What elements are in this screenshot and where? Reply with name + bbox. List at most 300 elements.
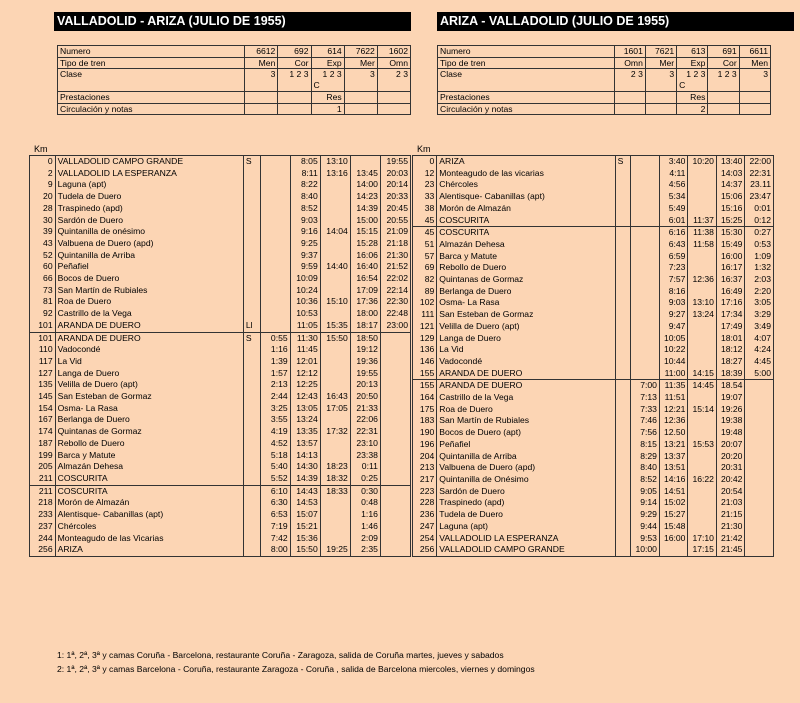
time-cell: 8:40 [290,191,320,203]
time-cell: 13:05 [290,403,320,415]
time-cell [745,544,774,556]
station-cell: COSCURITA [55,485,243,497]
km-cell: 89 [413,286,437,298]
time-cell: 20:20 [716,451,745,463]
km-cell: 43 [30,238,56,250]
time-cell: 14:45 [688,380,717,392]
time-cell [380,379,410,391]
time-cell: 7:13 [631,392,660,404]
table-row [30,250,411,262]
header-label: Numero [58,46,245,58]
time-cell: 12.50 [659,427,688,439]
station-cell: Almazán Dehesa [55,461,243,473]
station-cell: Vadocondé [55,344,243,356]
header-label: Tipo de tren [58,57,245,69]
time-cell: 18:32 [320,473,350,485]
header-cell: 6612 [245,46,278,58]
table-row [30,521,411,533]
time-cell: 6:10 [260,485,290,497]
km-cell: 0 [413,156,437,168]
table-row [30,356,411,368]
header-cell: Cor [278,57,311,69]
table-row [30,391,411,403]
table-row [30,509,411,521]
time-cell [380,485,410,497]
time-cell: 14:16 [659,474,688,486]
time-cell [688,286,717,298]
time-cell: 15:25 [716,215,745,227]
time-cell: 22:30 [380,296,410,308]
time-cell: 18:27 [716,356,745,368]
header-label: Numero [438,46,615,58]
header-cell: 614 [311,46,344,58]
table-row [30,179,411,191]
km-cell: 256 [30,544,56,556]
time-cell [631,179,660,191]
table-row [413,333,774,345]
time-cell: 19:12 [350,344,380,356]
time-cell [631,309,660,321]
table-row [413,427,774,439]
time-cell: 13:16 [320,168,350,180]
time-cell [688,392,717,404]
time-cell: 13:24 [290,414,320,426]
marker-cell [615,227,631,239]
table-row [30,203,411,215]
time-cell: 7:33 [631,404,660,416]
station-cell: Osma- La Rasa [437,297,615,309]
time-cell [380,544,410,556]
time-cell: 20:54 [716,486,745,498]
marker-cell [615,309,631,321]
km-cell: 111 [413,309,437,321]
time-cell: 4:45 [745,356,774,368]
table-row [30,403,411,415]
station-cell: VALLADOLID CAMPO GRANDE [437,544,615,556]
marker-cell [243,438,260,450]
station-cell: La Vid [55,356,243,368]
marker-cell [243,226,260,238]
time-cell: 20:45 [380,203,410,215]
time-cell: 1:39 [260,356,290,368]
time-cell: 8:16 [659,286,688,298]
footnote-2: 2: 1ª, 2ª, 3ª y camas Barcelona - Coruña, restaurante Zaragoza - Coruña , salida de Barcelona miercoles, viernes y domingos [57,664,535,674]
table-row [30,273,411,285]
km-cell: 23 [413,179,437,191]
header-cell: Exp [677,57,708,69]
station-cell: San Martín de Rubiales [55,285,243,297]
time-cell [745,497,774,509]
time-cell: 22:00 [745,156,774,168]
table-row [413,168,774,180]
time-cell: 13:35 [290,426,320,438]
table-row [30,191,411,203]
header-cell: Omn [377,57,410,69]
time-cell: 15:15 [350,226,380,238]
station-cell: Bocos de Duero [55,273,243,285]
station-cell: Peñafiel [437,439,615,451]
table-row [30,238,411,250]
time-cell: 10:44 [659,356,688,368]
time-cell [260,238,290,250]
right-timetable-table [412,155,774,557]
marker-cell [615,462,631,474]
time-cell [745,462,774,474]
time-cell [631,168,660,180]
time-cell: 16:17 [716,262,745,274]
station-cell: Peñafiel [55,261,243,273]
time-cell: 15:06 [716,191,745,203]
time-cell: 5:34 [659,191,688,203]
header-label: Clase [58,69,245,92]
marker-cell [615,404,631,416]
time-cell: 2:35 [350,544,380,556]
time-cell: 17:15 [688,544,717,556]
table-row [413,239,774,251]
station-cell: VALLADOLID LA ESPERANZA [437,533,615,545]
time-cell: 6:01 [659,215,688,227]
km-cell: 254 [413,533,437,545]
km-cell: 164 [413,392,437,404]
km-cell: 51 [413,239,437,251]
table-row [30,368,411,380]
km-cell: 244 [30,533,56,545]
time-cell: 0:01 [745,203,774,215]
time-cell [631,215,660,227]
left-timetable-table [29,155,411,557]
km-cell: 204 [413,451,437,463]
time-cell [745,427,774,439]
header-cell: Omn [614,57,645,69]
time-cell: 14:39 [350,203,380,215]
header-cell [645,103,676,115]
marker-cell [615,474,631,486]
marker-cell [615,497,631,509]
station-cell: Chércoles [437,179,615,191]
table-row [30,308,411,320]
marker-cell [615,344,631,356]
time-cell: 15:00 [350,215,380,227]
marker-cell [615,239,631,251]
marker-cell [243,379,260,391]
time-cell: 14:04 [320,226,350,238]
time-cell: 4:56 [659,179,688,191]
marker-cell [615,509,631,521]
marker-cell: S [615,156,631,168]
time-cell: 17:10 [688,533,717,545]
km-cell: 20 [30,191,56,203]
time-cell: 8:05 [290,156,320,168]
time-cell: 13:21 [659,439,688,451]
time-cell: 11:35 [659,380,688,392]
time-cell: 15:35 [320,320,350,332]
time-cell [631,203,660,215]
station-cell: ARANDA DE DUERO [55,332,243,344]
time-cell [688,251,717,263]
time-cell [260,203,290,215]
header-cell [377,92,410,104]
footnotes [57,650,535,674]
station-cell: Tudela de Duero [55,191,243,203]
marker-cell [243,403,260,415]
time-cell [380,344,410,356]
time-cell: 6:16 [659,227,688,239]
table-row [30,156,411,168]
marker-cell [243,473,260,485]
time-cell [380,533,410,545]
time-cell: 12:12 [290,368,320,380]
header-cell: Res [677,92,708,104]
marker-cell [615,215,631,227]
time-cell: 17:36 [350,296,380,308]
time-cell: 20:31 [716,462,745,474]
time-cell [688,521,717,533]
time-cell: 15:48 [659,521,688,533]
time-cell: 15:07 [290,509,320,521]
time-cell: 9:53 [631,533,660,545]
header-cell [645,92,676,104]
time-cell [320,273,350,285]
time-cell: 3:29 [745,309,774,321]
time-cell: 14:15 [688,368,717,380]
time-cell: 5:49 [659,203,688,215]
km-cell: 211 [30,485,56,497]
time-cell [688,415,717,427]
time-cell: 21:45 [716,544,745,556]
time-cell: 12:36 [659,415,688,427]
km-cell: 38 [413,203,437,215]
table-row [413,321,774,333]
table-row [413,462,774,474]
time-cell [260,168,290,180]
time-cell [380,414,410,426]
header-label: Circulación y notas [58,103,245,115]
time-cell: 20:13 [350,379,380,391]
station-cell: San Martín de Rubiales [437,415,615,427]
marker-cell [243,179,260,191]
time-cell: 14:39 [290,473,320,485]
station-cell: ARIZA [55,544,243,556]
table-row [413,521,774,533]
time-cell: 12:43 [290,391,320,403]
station-cell: VALLADOLID CAMPO GRANDE [55,156,243,168]
marker-cell [243,285,260,297]
time-cell: 18:50 [350,332,380,344]
time-cell [745,509,774,521]
marker-cell [243,414,260,426]
km-cell: 247 [413,521,437,533]
marker-cell [243,368,260,380]
marker-cell [615,333,631,345]
time-cell: 19:55 [350,368,380,380]
header-cell [614,92,645,104]
header-row [438,103,771,115]
station-cell: Bocos de Duero (apt) [437,427,615,439]
time-cell [380,426,410,438]
header-cell [614,103,645,115]
time-cell: 16:00 [716,251,745,263]
marker-cell [615,533,631,545]
left-header-table [57,45,411,115]
time-cell: 16:37 [716,274,745,286]
header-label: Prestaciones [58,92,245,104]
table-row [413,251,774,263]
header-cell [278,92,311,104]
time-cell: 21:30 [716,521,745,533]
marker-cell [243,168,260,180]
station-cell: Velilla de Duero (apt) [437,321,615,333]
table-row [413,415,774,427]
km-cell: 30 [30,215,56,227]
header-label: Prestaciones [438,92,615,104]
time-cell [320,521,350,533]
station-cell: La Vid [437,344,615,356]
marker-cell [243,191,260,203]
station-cell: Quintanilla de Onésimo [437,474,615,486]
station-cell: Quintanilla de Arriba [55,250,243,262]
time-cell [745,439,774,451]
header-cell [278,103,311,115]
table-row [413,404,774,416]
km-cell: 121 [413,321,437,333]
header-cell [344,92,377,104]
table-row [30,285,411,297]
header-cell: 613 [677,46,708,58]
time-cell: 21:42 [716,533,745,545]
time-cell: 9:03 [659,297,688,309]
time-cell [320,285,350,297]
time-cell: 9:59 [290,261,320,273]
time-cell [631,191,660,203]
table-row [413,368,774,380]
time-cell [380,391,410,403]
km-cell: 92 [30,308,56,320]
station-cell: Osma- La Rasa [55,403,243,415]
time-cell: 14:53 [290,497,320,509]
header-cell: 3 [344,69,377,92]
time-cell: 17:32 [320,426,350,438]
time-cell: 1:32 [745,262,774,274]
time-cell: 9:16 [290,226,320,238]
time-cell: 8:52 [631,474,660,486]
table-row [30,485,411,497]
table-row [30,473,411,485]
station-cell: Almazán Dehesa [437,239,615,251]
time-cell: 0:53 [745,239,774,251]
time-cell: 20:14 [380,179,410,191]
time-cell: 18:33 [320,485,350,497]
marker-cell [243,533,260,545]
time-cell: 16:40 [350,261,380,273]
time-cell: 14:43 [290,485,320,497]
marker-cell [243,296,260,308]
time-cell: 5:52 [260,473,290,485]
time-cell: 14:13 [290,450,320,462]
time-cell: 2:09 [350,533,380,545]
km-cell: 218 [30,497,56,509]
time-cell: 16:49 [716,286,745,298]
time-cell: 12:36 [688,274,717,286]
time-cell [659,544,688,556]
km-cell: 167 [30,414,56,426]
station-cell: Traspinedo (apd) [55,203,243,215]
km-cell: 217 [413,474,437,486]
header-cell: 1 2 3 [278,69,311,92]
station-cell: ARANDA DE DUERO [437,368,615,380]
time-cell: 7:19 [260,521,290,533]
time-cell: 9:05 [631,486,660,498]
time-cell [745,415,774,427]
time-cell [320,215,350,227]
marker-cell [243,461,260,473]
marker-cell [615,392,631,404]
station-cell: Velilla de Duero (apt) [55,379,243,391]
time-cell [380,461,410,473]
time-cell [380,450,410,462]
header-cell: 7621 [645,46,676,58]
time-cell: 6:53 [260,509,290,521]
time-cell: 17:16 [716,297,745,309]
header-cell: 2 [677,103,708,115]
km-cell: 135 [30,379,56,391]
time-cell [688,486,717,498]
km-cell: 101 [30,320,56,332]
time-cell: 13:10 [688,297,717,309]
marker-cell [615,544,631,556]
table-row [30,533,411,545]
table-row [413,533,774,545]
header-cell [245,103,278,115]
time-cell [380,368,410,380]
table-row [30,461,411,473]
time-cell: 7:42 [260,533,290,545]
time-cell: 4:19 [260,426,290,438]
time-cell: 15:02 [659,497,688,509]
time-cell: 19:07 [716,392,745,404]
time-cell [688,262,717,274]
time-cell: 15:49 [716,239,745,251]
station-cell: Langa de Duero [437,333,615,345]
km-cell: 205 [30,461,56,473]
time-cell: 18:23 [320,461,350,473]
station-cell: Langa de Duero [55,368,243,380]
time-cell: 9:29 [631,509,660,521]
station-cell: San Esteban de Gormaz [55,391,243,403]
time-cell: 7:00 [631,380,660,392]
time-cell: 14:37 [716,179,745,191]
km-cell: 28 [30,203,56,215]
table-row [30,379,411,391]
marker-cell [243,521,260,533]
table-row [413,392,774,404]
km-cell: 155 [413,380,437,392]
time-cell: 9:03 [290,215,320,227]
marker-cell [243,426,260,438]
time-cell [380,438,410,450]
marker-cell [243,497,260,509]
km-cell: 145 [30,391,56,403]
station-cell: Vadocondé [437,356,615,368]
time-cell: 0:48 [350,497,380,509]
time-cell: 11:51 [659,392,688,404]
table-row [30,332,411,344]
time-cell [631,274,660,286]
header-cell: Men [739,57,770,69]
marker-cell [243,356,260,368]
time-cell: 0:27 [745,227,774,239]
header-row [438,46,771,58]
km-cell: 73 [30,285,56,297]
